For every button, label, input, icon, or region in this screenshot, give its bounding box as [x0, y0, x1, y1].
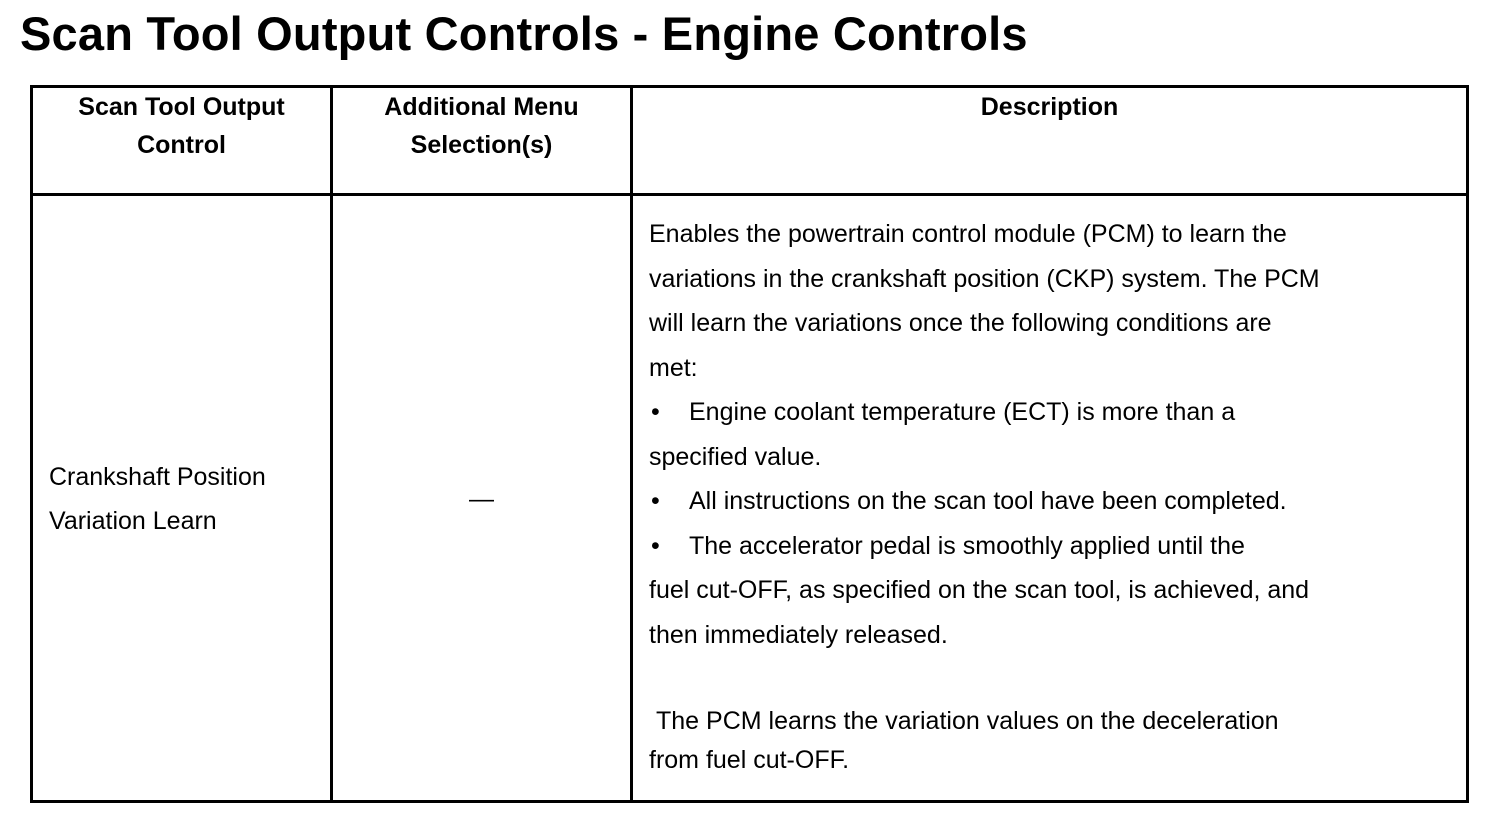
bullet-icon: •	[651, 487, 660, 515]
bullet-item-2	[649, 479, 1450, 524]
bullet-icon: •	[651, 531, 660, 560]
paragraph-gap	[649, 657, 1450, 699]
bullet-3-line1: The accelerator pedal is smoothly applied until the	[689, 531, 1245, 560]
header-col2-line1: Additional Menu	[384, 93, 579, 121]
cell-output-control	[32, 195, 332, 802]
header-col1-line2: Control	[137, 131, 226, 159]
menu-selection-dash: —	[469, 484, 494, 513]
header-scan-tool-output-control	[32, 87, 332, 195]
table-row	[32, 195, 1468, 802]
page-title: Scan Tool Output Controls - Engine Controls	[20, 7, 1028, 60]
note-line-1: The PCM learns the variation values on the deceleration	[656, 707, 1279, 735]
header-col2-line2: Selection(s)	[410, 131, 553, 159]
header-col3: Description	[980, 93, 1119, 121]
bullet-1-line2: specified value.	[649, 442, 822, 471]
cell-menu-selection	[332, 195, 632, 802]
bullet-item-1	[649, 390, 1450, 435]
note-line-2: from fuel cut-OFF.	[649, 745, 850, 774]
description-line-1: Enables the powertrain control module (PCM) to learn the	[649, 220, 1287, 248]
description-line-4: met:	[649, 353, 698, 382]
table-header-row	[32, 87, 1468, 195]
bullet-3-line2: fuel cut-OFF, as specified on the scan tool, is achieved, and	[649, 576, 1310, 604]
header-additional-menu-selections	[332, 87, 632, 195]
control-line1: Crankshaft Position	[49, 463, 266, 491]
output-controls-table	[30, 85, 1469, 803]
bullet-3-line3: then immediately released.	[649, 620, 948, 649]
bullet-2-line1: All instructions on the scan tool have been completed.	[689, 487, 1287, 515]
bullet-icon: •	[651, 398, 660, 426]
header-col1-line1: Scan Tool Output	[78, 93, 285, 121]
bullet-1-line1: Engine coolant temperature (ECT) is more than a	[689, 398, 1236, 426]
description-line-2: variations in the crankshaft position (CKP) system. The PCM	[649, 264, 1320, 293]
cell-description	[632, 195, 1468, 802]
bullet-item-3	[649, 524, 1450, 569]
control-line2: Variation Learn	[49, 507, 217, 535]
header-description	[632, 87, 1468, 195]
description-line-3: will learn the variations once the following conditions are	[649, 309, 1272, 337]
